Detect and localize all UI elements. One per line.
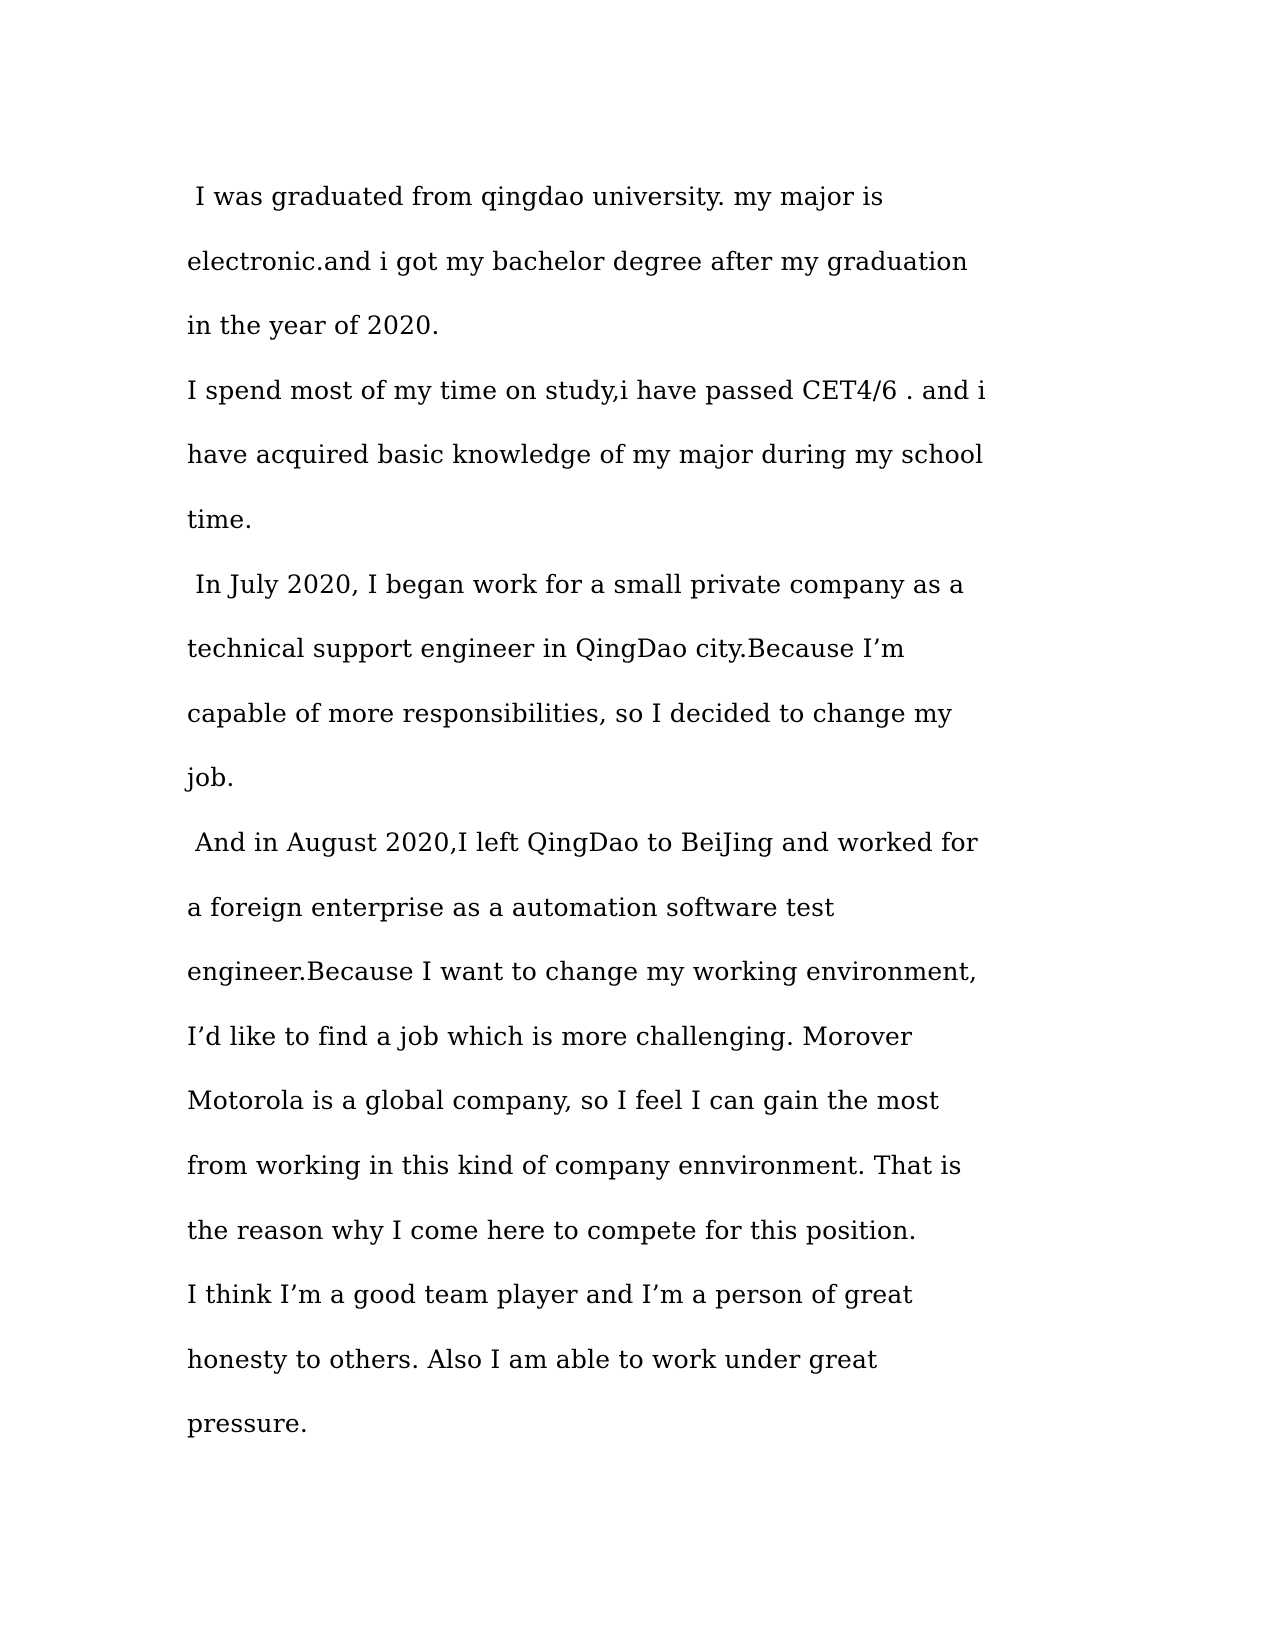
text-line: pressure. bbox=[187, 1409, 309, 1439]
text-line: In July 2020, I began work for a small private company as a bbox=[187, 569, 965, 599]
text-line: from working in this kind of company ennvironment. That is bbox=[187, 1150, 962, 1180]
text-line: I’d like to find a job which is more challenging. Morover bbox=[187, 1021, 913, 1051]
text-line: electronic.and i got my bachelor degree after my graduation bbox=[187, 246, 968, 276]
text-line: job. bbox=[187, 763, 235, 793]
text-line: time. bbox=[187, 504, 253, 534]
text-line: the reason why I come here to compete for this position. bbox=[187, 1215, 917, 1245]
text-line: engineer.Because I want to change my working environment, bbox=[187, 957, 978, 987]
text-line: in the year of 2020. bbox=[187, 311, 440, 341]
document-body bbox=[187, 165, 1087, 1457]
text-line: I spend most of my time on study,i have passed CET4/6 . and i bbox=[187, 375, 986, 405]
text-line: a foreign enterprise as a automation software test bbox=[187, 892, 835, 922]
text-line: technical support engineer in QingDao city.Because I’m bbox=[187, 634, 905, 664]
text-line: I think I’m a good team player and I’m a person of great bbox=[187, 1280, 913, 1310]
text-line: have acquired basic knowledge of my major during my school bbox=[187, 440, 984, 470]
text-line: honesty to others. Also I am able to work under great bbox=[187, 1344, 878, 1374]
text-line: And in August 2020,I left QingDao to BeiJing and worked for bbox=[187, 827, 978, 857]
text-line: capable of more responsibilities, so I decided to change my bbox=[187, 698, 953, 728]
text-line: Motorola is a global company, so I feel I can gain the most bbox=[187, 1086, 940, 1116]
text-line: I was graduated from qingdao university. my major is bbox=[187, 182, 884, 211]
